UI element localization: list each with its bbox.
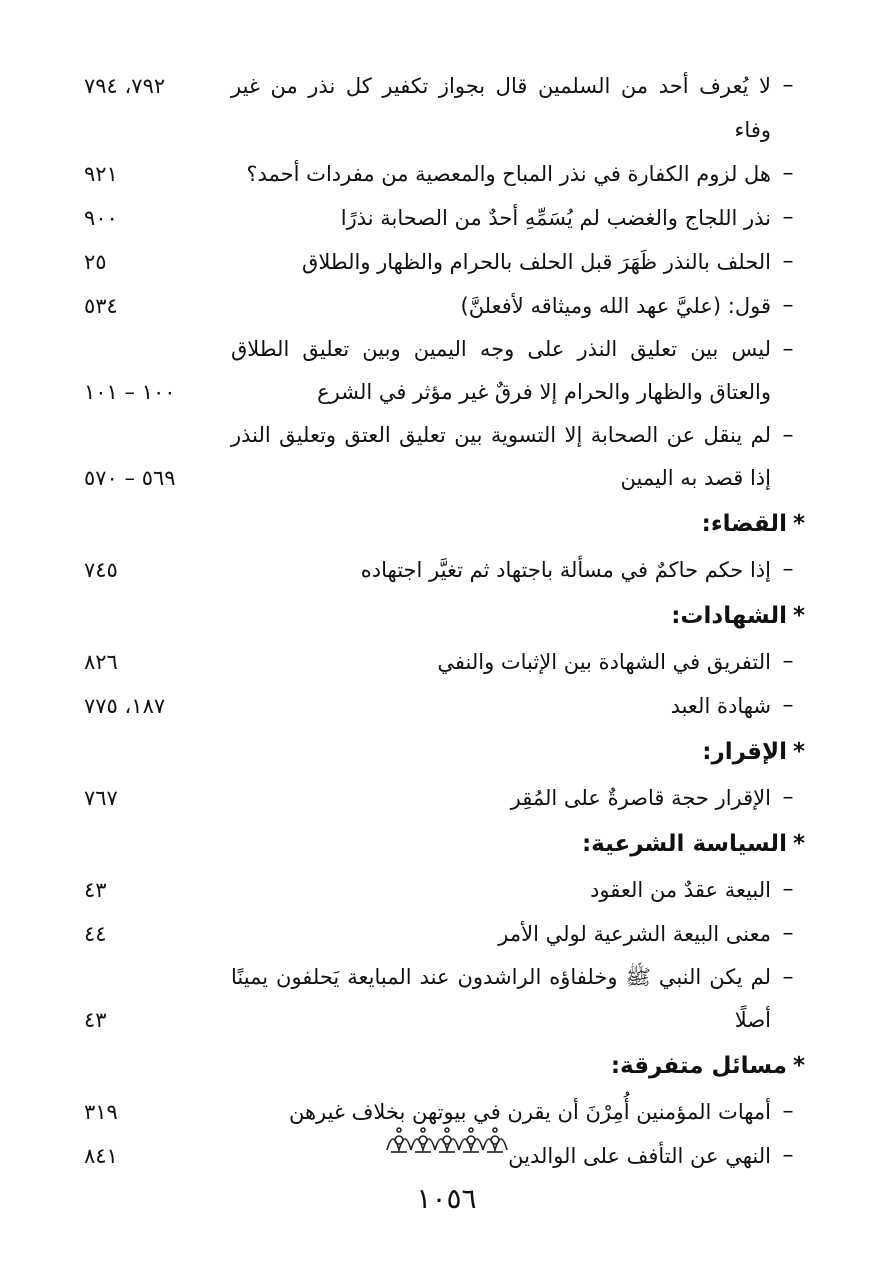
entry-text: شهادة العبد	[670, 694, 771, 718]
entry-page-refs: ١٠٠ – ١٠١	[84, 380, 176, 404]
entry-text: نذر اللجاج والغضب لم يُسَمِّهِ أحدٌ من الصحابة نذرًا	[340, 206, 771, 230]
entry-dash: –	[782, 785, 794, 810]
entry-dash: –	[782, 205, 794, 230]
asterisk-icon: *	[792, 1053, 805, 1079]
entry-dash: –	[782, 1143, 794, 1168]
entry-page-refs: ٧٦٧	[84, 786, 118, 810]
entry-page-refs: ٨٤١	[84, 1144, 118, 1168]
entry-page-refs: ٤٤	[84, 922, 107, 946]
index-entry	[80, 152, 805, 196]
section-heading-text: مسائل متفرقة:	[610, 1053, 787, 1079]
index-entry	[80, 196, 805, 240]
index-entry	[80, 284, 805, 328]
asterisk-icon: *	[792, 831, 805, 857]
entry-text: ليس بين تعليق النذر على وجه اليمين وبين تعليق الطلاق والعتاق والظهار والحرام إلا فرقٌ غير مؤثر في الشرع	[231, 337, 771, 404]
entry-text: النهي عن التأفف على الوالدين	[508, 1144, 771, 1168]
entry-dash: –	[782, 877, 794, 902]
index-entry	[80, 328, 805, 414]
section-heading-text: الإقرار:	[702, 739, 787, 765]
asterisk-icon: *	[792, 511, 805, 537]
section-heading-text: القضاء:	[701, 511, 787, 537]
entry-text: معنى البيعة الشرعية لولي الأمر	[498, 922, 771, 946]
section-heading	[80, 730, 805, 774]
entry-text: لا يُعرف أحد من السلمين قال بجواز تكفير كل نذر من غير وفاء	[231, 74, 771, 142]
entry-dash: –	[782, 293, 794, 318]
page-number: ١٠٥٦	[416, 1182, 477, 1215]
entry-text: الإقرار حجة قاصرةٌ على المُقِر	[510, 786, 771, 810]
entry-page-refs: ١٨٧، ٧٧٥	[84, 694, 166, 718]
entry-dash: –	[782, 1099, 794, 1124]
entry-dash: –	[782, 649, 794, 674]
index-entry	[80, 240, 805, 284]
asterisk-icon: *	[792, 739, 805, 765]
section-heading	[80, 502, 805, 546]
index-entry	[80, 684, 805, 728]
index-entry	[80, 776, 805, 820]
entry-page-refs: ٧٤٥	[84, 558, 118, 582]
entry-text: إذا حكم حاكمٌ في مسألة باجتهاد ثم تغيَّر اجتهاده	[360, 558, 771, 582]
entry-text: البيعة عقدٌ من العقود	[590, 878, 771, 902]
index-entry	[80, 868, 805, 912]
entry-dash: –	[782, 423, 794, 448]
entry-page-refs: ٣١٩	[84, 1100, 118, 1124]
section-heading	[80, 594, 805, 638]
entry-text: هل لزوم الكفارة في نذر المباح والمعصية من مفردات أحمد؟	[246, 162, 771, 186]
entry-dash: –	[782, 337, 794, 362]
entry-page-refs: ٩٢١	[84, 162, 118, 186]
index-entry	[80, 956, 805, 1042]
entry-page-refs: ٩٠٠	[84, 206, 118, 230]
entry-text: الحلف بالنذر ظَهَرَ قبل الحلف بالحرام والظهار والطلاق	[302, 250, 771, 274]
index-content	[80, 64, 805, 1178]
entry-text: التفريق في الشهادة بين الإثبات والنفي	[437, 650, 771, 674]
entry-dash: –	[782, 73, 794, 98]
entry-dash: –	[782, 249, 794, 274]
section-heading	[80, 1044, 805, 1088]
entry-dash: –	[782, 557, 794, 582]
index-entry	[80, 64, 805, 152]
entry-page-refs: ٨٢٦	[84, 650, 118, 674]
index-entry	[80, 912, 805, 956]
entry-text: أمهات المؤمنين أُمِرْنَ أن يقرن في بيوتهن بخلاف غيرهن	[288, 1100, 771, 1124]
index-entry	[80, 414, 805, 500]
entry-page-refs: ٤٣	[84, 1008, 107, 1032]
section-heading	[80, 822, 805, 866]
entry-dash: –	[782, 965, 794, 990]
floral-ornament-icon	[383, 1122, 511, 1156]
entry-page-refs: ٧٩٢، ٧٩٤	[84, 74, 166, 98]
entry-page-refs: ٥٦٩ – ٥٧٠	[84, 466, 176, 490]
section-heading-text: السياسة الشرعية:	[581, 831, 787, 857]
entry-dash: –	[782, 693, 794, 718]
entry-text: قول: (عليَّ عهد الله وميثاقه لأفعلنَّ)	[460, 294, 771, 318]
entry-page-refs: ٤٣	[84, 878, 107, 902]
index-entry	[80, 548, 805, 592]
entry-dash: –	[782, 161, 794, 186]
entry-dash: –	[782, 921, 794, 946]
section-heading-text: الشهادات:	[671, 603, 787, 629]
entry-text: لم يكن النبي ﷺ وخلفاؤه الراشدون عند المبايعة يَحلفون يمينًا أصلًا	[231, 965, 771, 1032]
index-entry	[80, 640, 805, 684]
entry-page-refs: ٥٣٤	[84, 294, 118, 318]
asterisk-icon: *	[792, 603, 805, 629]
entry-text: لم ينقل عن الصحابة إلا التسوية بين تعليق العتق وتعليق النذر إذا قصد به اليمين	[231, 423, 771, 490]
entry-page-refs: ٢٥	[84, 250, 107, 274]
